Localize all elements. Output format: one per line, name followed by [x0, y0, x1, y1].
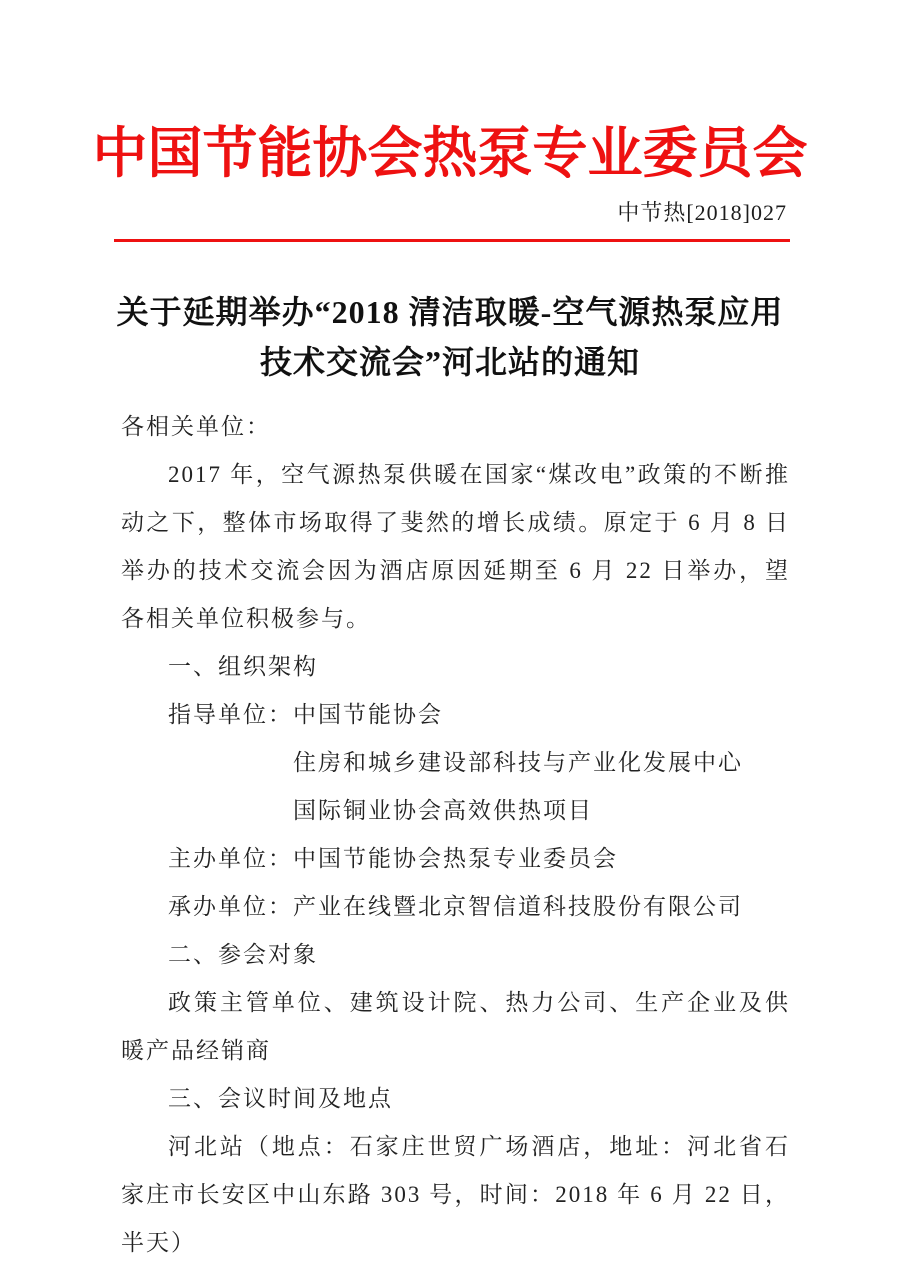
host-unit-block	[121, 835, 790, 883]
guidance-org-item: 住房和城乡建设部科技与产业化发展中心	[293, 749, 743, 775]
guidance-org-item: 中国节能协会	[293, 701, 443, 727]
host-org-item: 中国节能协会热泵专业委员会	[293, 845, 618, 871]
doc-number: 中节热[2018]027	[617, 199, 787, 225]
doc-number-row	[0, 201, 900, 225]
guidance-org-item: 国际铜业协会高效供热项目	[293, 797, 593, 823]
letterhead-org-title: 中国节能协会热泵专业委员会	[92, 123, 808, 184]
venue-paragraph: 河北站（地点：石家庄世贸广场酒店，地址：河北省石家庄市长安区中山东路 303 号，时间：2018 年 6 月 22 日，半天）	[121, 1133, 790, 1255]
document-body	[0, 403, 900, 1267]
salutation: 各相关单位：	[121, 413, 271, 439]
guidance-units-label: 指导单位：	[168, 701, 293, 727]
red-divider-line	[114, 239, 790, 242]
organizer-unit-block	[121, 883, 790, 931]
guidance-units-list	[293, 691, 790, 835]
organizer-unit-label: 承办单位：	[168, 893, 293, 919]
guidance-units-block	[121, 691, 790, 835]
section3-heading: 三、会议时间及地点	[168, 1085, 393, 1111]
intro-paragraph: 2017 年，空气源热泵供暖在国家“煤改电”政策的不断推动之下，整体市场取得了斐然的增长成绩。原定于 6 月 8 日举办的技术交流会因为酒店原因延期至 6 月 22 日举办，望各相关单位积极参与。	[121, 461, 790, 631]
organizer-org-item: 产业在线暨北京智信道科技股份有限公司	[293, 893, 743, 919]
section2-heading: 二、参会对象	[168, 941, 318, 967]
participants-paragraph: 政策主管单位、建筑设计院、热力公司、生产企业及供暖产品经销商	[121, 989, 790, 1063]
document-title: 关于延期举办“2018 清洁取暖-空气源热泵应用技术交流会”河北站的通知	[116, 293, 784, 380]
section1-heading: 一、组织架构	[168, 653, 318, 679]
host-unit-label: 主办单位：	[168, 845, 293, 871]
